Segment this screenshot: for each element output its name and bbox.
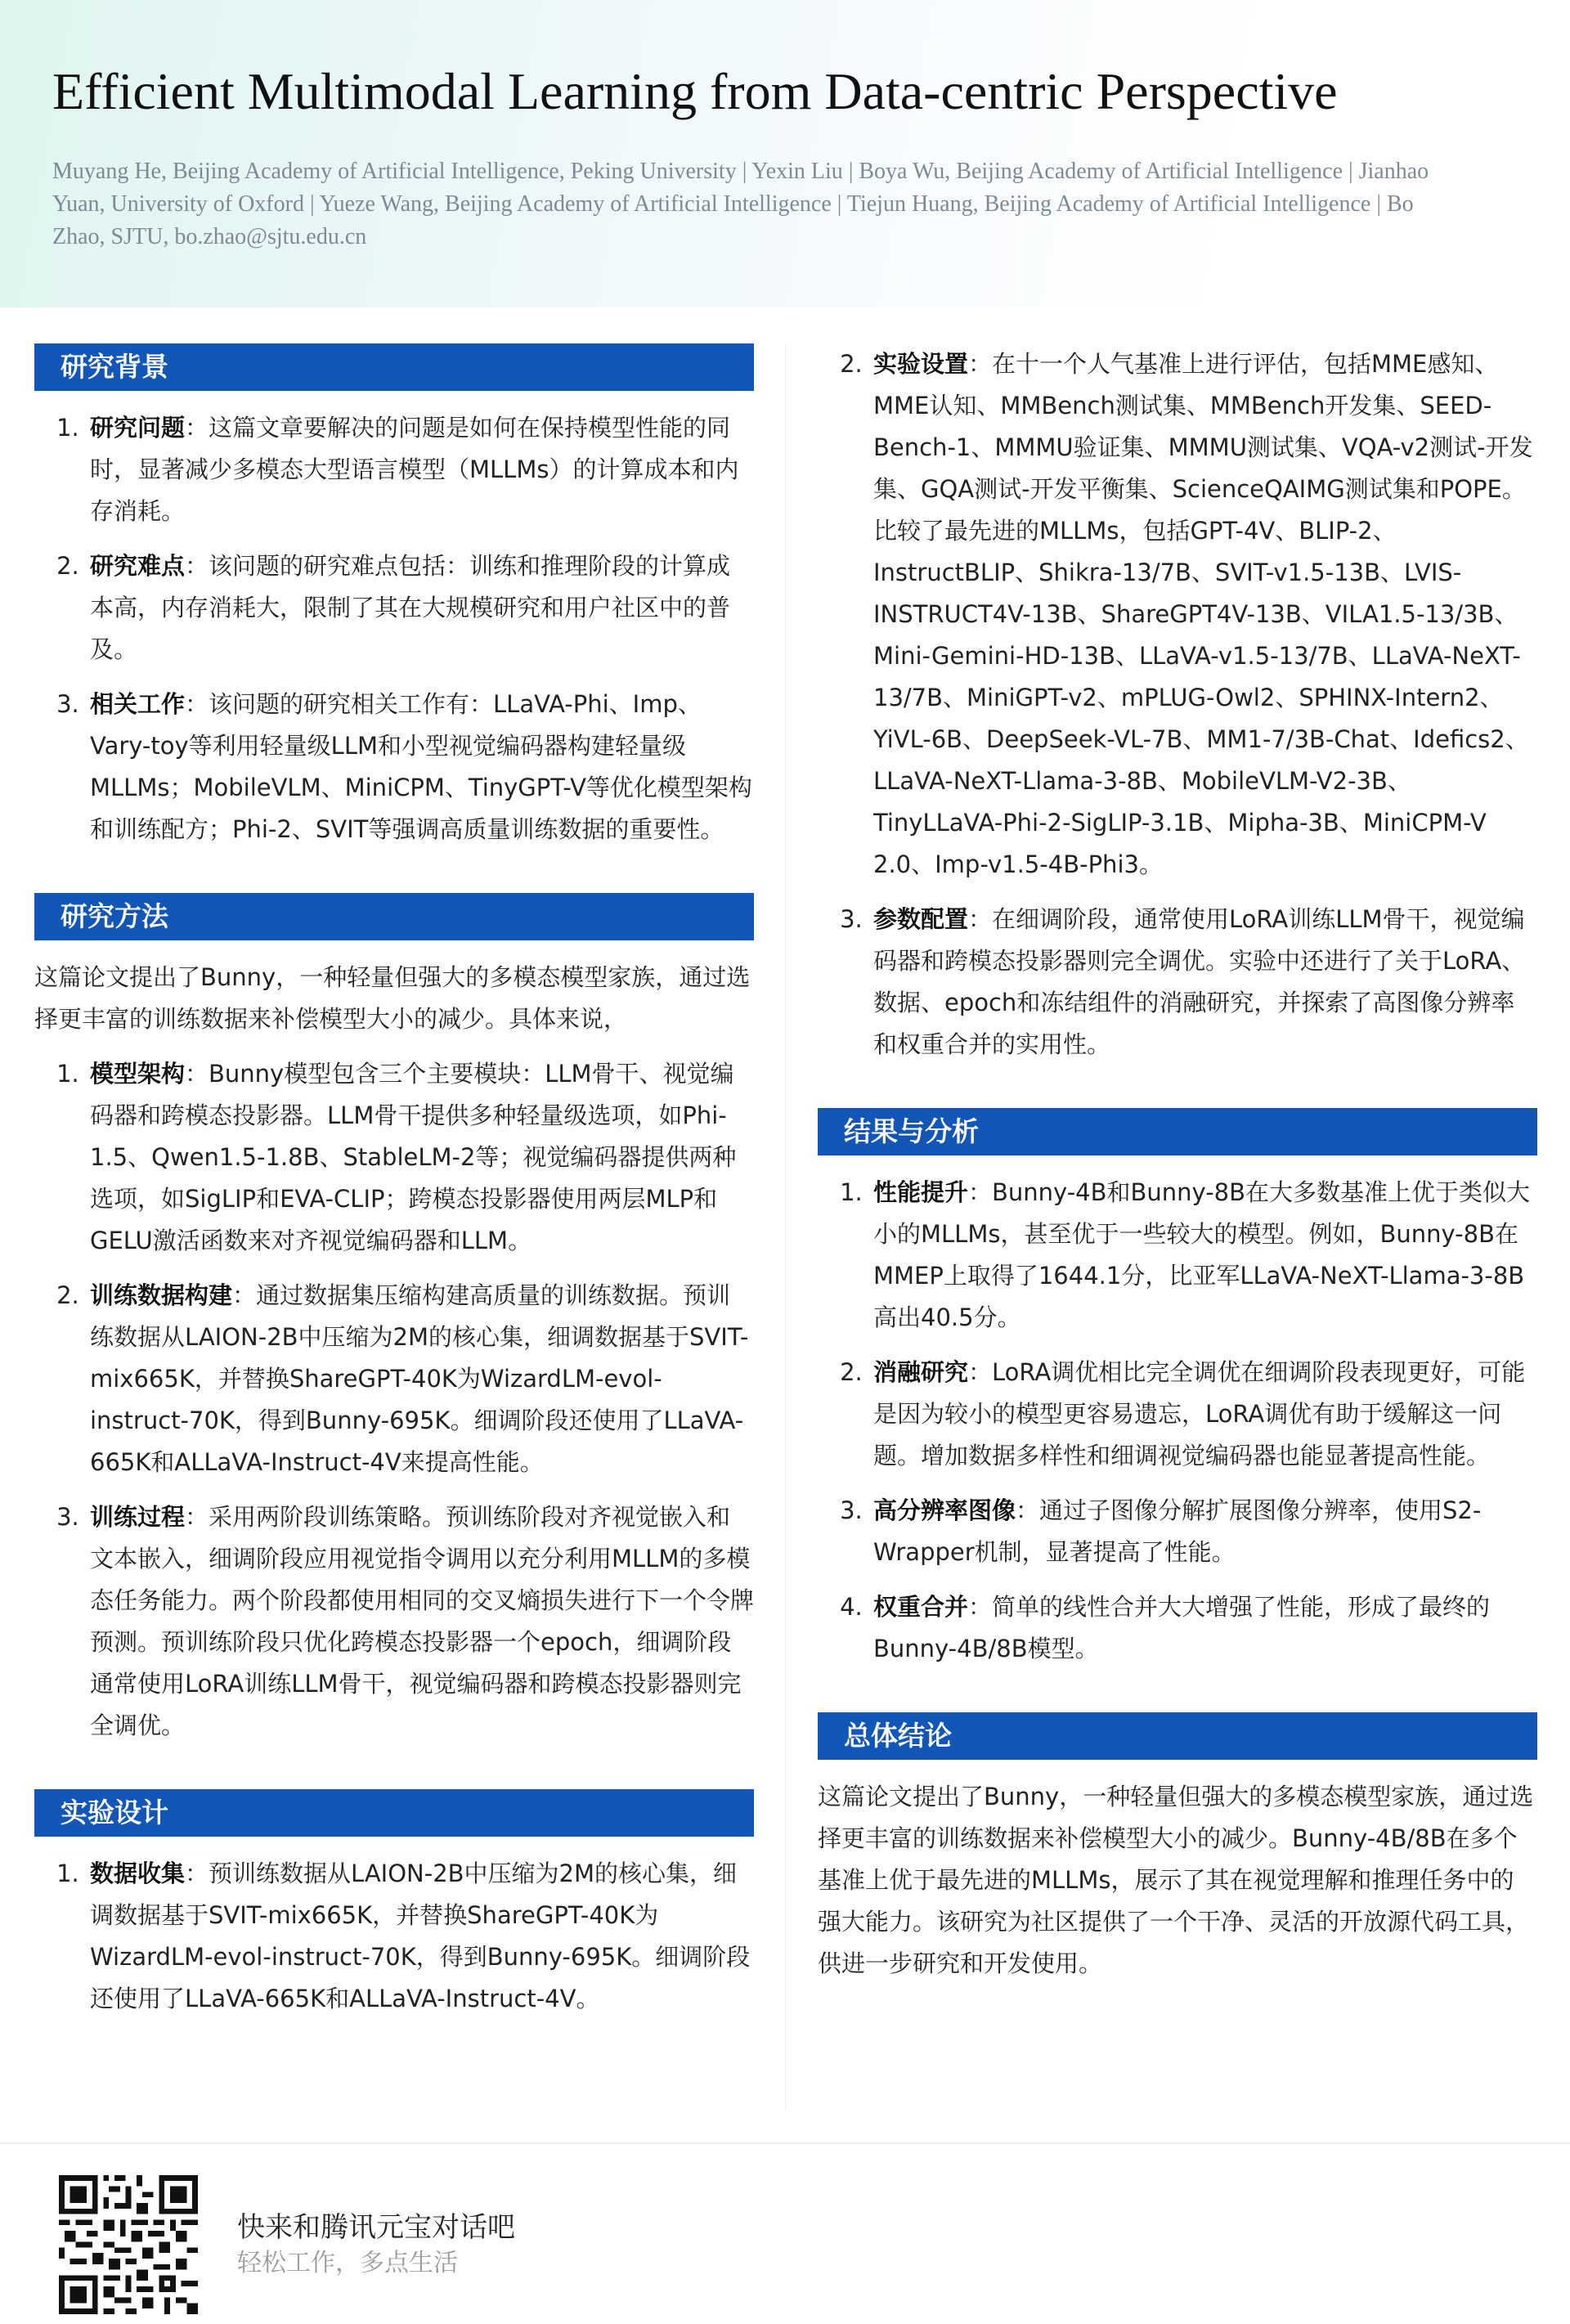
left-column [34, 343, 754, 2062]
method-list [34, 1053, 754, 1747]
paper-title: Efficient Multimodal Learning from Data-centric Perspective [52, 62, 1338, 120]
item-label: 性能提升 [873, 1178, 969, 1206]
item-label: 实验设置 [873, 350, 969, 378]
item-label: 数据收集 [90, 1860, 186, 1887]
item-text: ：Bunny-4B和Bunny-8B在大多数基准上优于类似大小的MLLMs，甚至优于一些较大的模型。例如，Bunny-8B在MMEP上取得了1644.1分，比亚军LLaVA-NeXT-Llama-3-8B高出40.5分。 [873, 1178, 1531, 1331]
results-list [818, 1172, 1537, 1670]
item-label: 参数配置 [873, 905, 969, 933]
item-text: ：采用两阶段训练策略。预训练阶段对齐视觉嵌入和文本嵌入，细调阶段应用视觉指令调用以充分利用MLLM的多模态任务能力。两个阶段都使用相同的交叉熵损失进行下一个令牌预测。预训练阶段只优化跨模态投影器一个epoch，细调阶段通常使用LoRA训练LLM骨干，视觉编码器和跨模态投影器则完全调优。 [90, 1503, 755, 1739]
column-divider [785, 343, 786, 2110]
section-background [34, 343, 754, 850]
list-item [870, 1586, 1537, 1670]
section-experiment [34, 1789, 754, 2020]
list-item [870, 899, 1537, 1066]
item-label: 训练过程 [90, 1503, 186, 1531]
item-text: ：该问题的研究相关工作有：LLaVA-Phi、Imp、Vary-toy等利用轻量级LLM和小型视觉编码器构建轻量级MLLMs；MobileVLM、MiniCPM、TinyGPT-V等优化模型架构和训练配方；Phi-2、SVIT等强调高质量训练数据的重要性。 [90, 690, 752, 843]
section-heading: 研究背景 [34, 343, 754, 391]
list-item [87, 1496, 754, 1747]
section-heading: 实验设计 [34, 1789, 754, 1837]
list-item [87, 407, 754, 532]
list-item [87, 1275, 754, 1483]
list-item [87, 545, 754, 671]
footer-title: 快来和腾讯元宝对话吧 [237, 2211, 515, 2244]
item-label: 高分辨率图像 [873, 1496, 1016, 1524]
section-heading: 总体结论 [818, 1712, 1537, 1760]
item-label: 消融研究 [873, 1358, 969, 1386]
item-label: 模型架构 [90, 1060, 186, 1088]
header-banner [0, 0, 1570, 307]
section-method [34, 893, 754, 1747]
experiment-list [34, 1853, 754, 2020]
section-conclusion [818, 1712, 1537, 1985]
list-item [870, 343, 1537, 886]
item-text: ：在十一个人气基准上进行评估，包括MME感知、MME认知、MMBench测试集、MMBench开发集、SEED-Bench-1、MMMU验证集、MMMU测试集、VQA-v2测试-开发集、GQA测试-开发平衡集、ScienceQAIMG测试集和POPE。比较了最先进的MLLMs，包括GPT-4V、BLIP-2、InstructBLIP、Shikra-13/7B、SVIT-v1.5-13B、LVIS-INSTRUCT4V-13B、ShareGPT4V-13B、VILA1.5-13/3B、Mini-Gemini-HD-13B、LLaVA-v1.5-13/7B、LLaVA-NeXT-13/7B、MiniGPT-v2、mPLUG-Owl2、SPHINX-Intern2、YiVL-6B、DeepSeek-VL-7B、MM1-7/3B-Chat、Idefics2、LLaVA-NeXT-Llama-3-8B、MobileVLM-V2-3B、TinyLLaVA-Phi-2-SigLIP-3.1B、Mipha-3B、MiniCPM-V 2.0、Imp-v1.5-4B-Phi3。 [873, 350, 1533, 878]
footer-subtitle: 轻松工作，多点生活 [237, 2249, 458, 2277]
conclusion-text: 这篇论文提出了Bunny，一种轻量但强大的多模态模型家族，通过选择更丰富的训练数据来补偿模型大小的减少。Bunny-4B/8B在多个基准上优于最先进的MLLMs，展示了其在视觉理解和推理任务中的强大能力。该研究为社区提供了一个干净、灵活的开放源代码工具，供进一步研究和开发使用。 [818, 1783, 1534, 1977]
item-text: ：该问题的研究难点包括：训练和推理阶段的计算成本高，内存消耗大，限制了其在大规模研究和用户社区中的普及。 [90, 552, 731, 663]
section-results [818, 1108, 1537, 1670]
list-item [87, 684, 754, 850]
item-text: ：这篇文章要解决的问题是如何在保持模型性能的同时，显著减少多模态大型语言模型（MLLMs）的计算成本和内存消耗。 [90, 414, 739, 525]
section-heading: 结果与分析 [818, 1108, 1537, 1155]
item-text: ：LoRA调优相比完全调优在细调阶段表现更好，可能是因为较小的模型更容易遗忘，LoRA调优有助于缓解这一问题。增加数据多样性和细调视觉编码器也能显著提高性能。 [873, 1358, 1526, 1469]
item-text: ：通过子图像分解扩展图像分辨率，使用S2-Wrapper机制，显著提高了性能。 [873, 1496, 1482, 1566]
list-item [870, 1172, 1537, 1339]
author-list: Muyang He, Beijing Academy of Artificial Intelligence, Peking University | Yexin Liu | Boya Wu, Beijing Academy of Artificial Intelligence | Jianhao Yuan, University of Oxford | Yueze Wang, Beijing Academy of Artificial Intelligence | Tiejun Huang, Beijing Academy of Artificial Intelligence | Bo Zhao, SJTU, bo.zhao@sjtu.edu.cn [52, 159, 1429, 249]
item-label: 权重合并 [873, 1593, 969, 1621]
item-text: ：通过数据集压缩构建高质量的训练数据。预训练数据从LAION-2B中压缩为2M的核心集，细调数据基于SVIT-mix665K，并替换ShareGPT-40K为WizardLM-evol-instruct-70K，得到Bunny-695K。细调阶段还使用了LLaVA-665K和ALLaVA-Instruct-4V来提高性能。 [90, 1281, 749, 1476]
item-text: ：Bunny模型包含三个主要模块：LLM骨干、视觉编码器和跨模态投影器。LLM骨干提供多种轻量级选项，如Phi-1.5、Qwen1.5-1.8B、StableLM-2等；视觉编码器提供两种选项，如SigLIP和EVA-CLIP；跨模态投影器使用两层MLP和GELU激活函数来对齐视觉编码器和LLM。 [90, 1060, 737, 1254]
background-list [34, 407, 754, 850]
section-experiment-continued [818, 343, 1537, 1066]
item-label: 相关工作 [90, 690, 186, 718]
experiment-list-continued [818, 343, 1537, 1066]
list-item [87, 1853, 754, 2020]
list-item [87, 1053, 754, 1262]
list-item [870, 1352, 1537, 1477]
right-column [818, 343, 1537, 2027]
item-label: 研究问题 [90, 414, 186, 442]
qr-code-icon[interactable] [59, 2175, 198, 2314]
list-item [870, 1490, 1537, 1573]
method-intro: 这篇论文提出了Bunny，一种轻量但强大的多模态模型家族，通过选择更丰富的训练数据来补偿模型大小的减少。具体来说， [34, 963, 751, 1033]
footer [0, 2142, 1570, 2324]
section-heading: 研究方法 [34, 893, 754, 940]
item-label: 研究难点 [90, 552, 186, 580]
item-text: ：预训练数据从LAION-2B中压缩为2M的核心集，细调数据基于SVIT-mix665K，并替换ShareGPT-40K为WizardLM-evol-instruct-70K，得到Bunny-695K。细调阶段还使用了LLaVA-665K和ALLaVA-Instruct-4V。 [90, 1860, 751, 2012]
item-label: 训练数据构建 [90, 1281, 233, 1309]
item-text: ：简单的线性合并大大增强了性能，形成了最终的Bunny-4B/8B模型。 [873, 1593, 1491, 1662]
item-text: ：在细调阶段，通常使用LoRA训练LLM骨干，视觉编码器和跨模态投影器则完全调优。实验中还进行了关于LoRA、数据、epoch和冻结组件的消融研究，并探索了高图像分辨率和权重合并的实用性。 [873, 905, 1526, 1058]
